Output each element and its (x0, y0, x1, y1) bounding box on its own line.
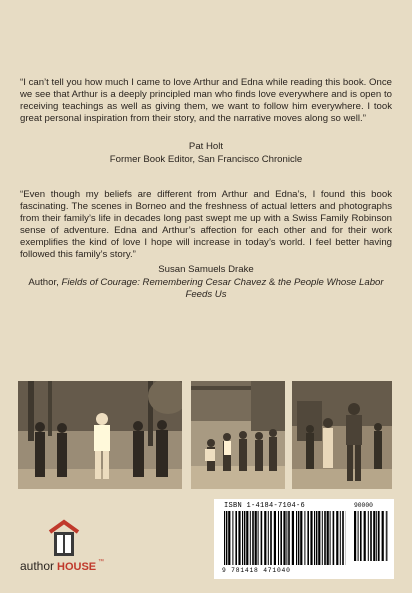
review-author-role-drake (20, 277, 392, 301)
barcode-bar (226, 511, 228, 565)
barcode-bar (316, 511, 318, 565)
barcode-bar (224, 511, 225, 565)
role-ampersand: & (266, 277, 278, 288)
barcode-bar (274, 511, 276, 565)
barcode-bar (300, 511, 302, 565)
barcode-bar (378, 511, 380, 561)
photo-young-man (292, 381, 392, 489)
review-quote-holt: “I can’t tell you how much I came to love Arthur and Edna while reading this book. Once we see that Arthur is a deeply principled man who finds love everywhere and is open to receiving teachings as well as giving them, we want to follow him everywhere. I took great personal inspiration from their story, and the narrative moves along so well.” (20, 77, 392, 125)
barcode-bar (314, 511, 315, 565)
barcode-bar (324, 511, 326, 565)
isbn-label: ISBN 1-4184-7104-6 (224, 502, 306, 510)
barcode-bar (264, 511, 266, 565)
barcode-bar (340, 511, 341, 565)
barcode-bar (318, 511, 320, 565)
book-title-people-whose-labor: the People Whose Labor Feeds Us (185, 277, 384, 301)
publisher-name-author: author (20, 559, 55, 573)
barcode-bar (386, 511, 387, 561)
barcode-bar (252, 511, 254, 565)
barcode-bar (235, 511, 237, 565)
barcode-bar (382, 511, 384, 561)
barcode-bar (304, 511, 305, 565)
barcode-bar (244, 511, 246, 565)
barcode-bar (354, 511, 356, 561)
barcode-bar (373, 511, 375, 561)
review-quote-drake: “Even though my beliefs are different from Arthur and Edna’s, I found this book fascinating. The scenes in Borneo and the freshness of actual letters and photographs from their family’s life in decades long past swept me up with a Swiss Family Robinson sense of adventure. Edna and Arthur’s affection for each other and for their work exemplifies the kind of love I hope will increase in today’s world. I feel better having followed this family’s story.” (20, 189, 392, 261)
barcode-bar (268, 511, 269, 565)
book-title-fields-of-courage: Fields of Courage: Remembering Cesar Chavez (61, 277, 267, 288)
barcode-bar (310, 511, 312, 565)
publisher-name-house: HOUSE (57, 561, 97, 573)
review-author-drake: Susan Samuels Drake (158, 264, 254, 275)
barcode-bar (370, 511, 372, 561)
barcode-bar (336, 511, 338, 565)
barcode-bar (364, 511, 366, 561)
price-barcode (354, 511, 388, 561)
barcode-bar (232, 511, 233, 565)
review-author-holt: Pat Holt (188, 141, 224, 152)
barcode-number: 9 781418 471040 (222, 567, 291, 574)
barcode-bar (360, 511, 362, 561)
photo-children-village (191, 381, 285, 489)
barcode-bar (327, 511, 329, 565)
role-prefix: Author, (28, 277, 62, 288)
barcode-bar (258, 511, 259, 565)
publisher-trademark: ™ (98, 559, 104, 565)
barcode-bar (246, 511, 248, 565)
barcode-bar (283, 511, 285, 565)
barcode-bar (261, 511, 263, 565)
barcode-bar (286, 511, 287, 565)
price-code: 90000 (354, 502, 373, 509)
barcode-bar (278, 511, 279, 565)
barcode-bar (322, 511, 323, 565)
barcode-bar (342, 511, 344, 565)
barcode-bar (333, 511, 335, 565)
barcode-bar (280, 511, 282, 565)
review-author-role-holt: Former Book Editor, San Francisco Chronicle (109, 154, 303, 165)
photo-jungle-group (18, 381, 182, 489)
barcode-bar (288, 511, 290, 565)
barcode-bar (250, 511, 251, 565)
barcode-bar (376, 511, 377, 561)
isbn-barcode (224, 511, 346, 566)
barcode-bar (298, 511, 300, 565)
publisher-logo (20, 510, 130, 575)
barcode-bar (358, 511, 359, 561)
barcode-bar (238, 511, 240, 565)
barcode-bar (228, 511, 230, 565)
barcode-bar (296, 511, 297, 565)
barcode-bar (270, 511, 272, 565)
authorhouse-logo-icon (20, 510, 130, 575)
barcode-bar (242, 511, 243, 565)
barcode-bar (368, 511, 369, 561)
barcode-bar (330, 511, 331, 565)
barcode-bar (307, 511, 309, 565)
barcode-bar (255, 511, 257, 565)
barcode-bar (292, 511, 294, 565)
